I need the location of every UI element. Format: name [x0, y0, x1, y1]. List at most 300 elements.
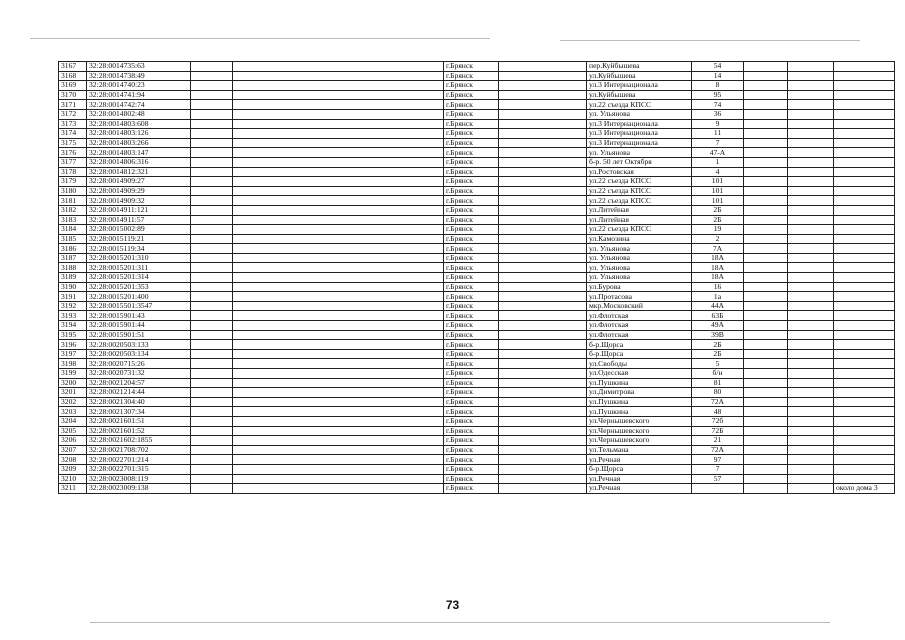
table-row — [59, 196, 895, 206]
empty-cell — [191, 330, 233, 340]
note-cell — [834, 177, 895, 187]
empty-cell — [499, 282, 587, 292]
house-number-cell: 47-А — [692, 148, 744, 158]
table-row — [59, 397, 895, 407]
table-row — [59, 215, 895, 225]
street-cell: ул. Ульянова — [587, 253, 692, 263]
row-number-cell: 3183 — [59, 215, 87, 225]
table-row — [59, 244, 895, 254]
empty-cell — [499, 157, 587, 167]
street-cell: б-р.Щорса — [587, 340, 692, 350]
street-cell: ул.Свободы — [587, 359, 692, 369]
empty-cell — [499, 263, 587, 273]
city-cell: г.Брянск — [444, 253, 499, 263]
city-cell: г.Брянск — [444, 62, 499, 72]
cadastral-number-cell: 32:28:0014909:27 — [87, 177, 191, 187]
empty-cell — [788, 234, 834, 244]
house-number-cell: 18А — [692, 253, 744, 263]
empty-cell — [744, 253, 788, 263]
city-cell: г.Брянск — [444, 388, 499, 398]
row-number-cell: 3185 — [59, 234, 87, 244]
empty-cell — [744, 388, 788, 398]
empty-cell — [744, 225, 788, 235]
house-number-cell: 57 — [692, 474, 744, 484]
house-number-cell: 81 — [692, 378, 744, 388]
empty-cell — [788, 205, 834, 215]
row-number-cell: 3193 — [59, 311, 87, 321]
empty-cell — [191, 273, 233, 283]
empty-cell — [788, 282, 834, 292]
note-cell — [834, 138, 895, 148]
cadastral-number-cell: 32:28:0015201:310 — [87, 253, 191, 263]
cadastral-number-cell: 32:28:0014735:63 — [87, 62, 191, 72]
empty-cell — [744, 71, 788, 81]
city-cell: г.Брянск — [444, 369, 499, 379]
empty-cell — [499, 234, 587, 244]
empty-cell — [744, 378, 788, 388]
note-cell — [834, 167, 895, 177]
note-cell — [834, 416, 895, 426]
house-number-cell: 16 — [692, 282, 744, 292]
cadastral-number-cell: 32:28:0015501:3547 — [87, 301, 191, 311]
note-cell — [834, 62, 895, 72]
page-number: 73 — [445, 598, 460, 612]
house-number-cell: 80 — [692, 388, 744, 398]
empty-cell — [499, 484, 587, 494]
empty-cell — [499, 62, 587, 72]
empty-cell — [233, 109, 444, 119]
cadastral-number-cell: 32:28:0014802:48 — [87, 109, 191, 119]
house-number-cell: 18А — [692, 273, 744, 283]
empty-cell — [233, 282, 444, 292]
cadastral-number-cell: 32:28:0021307:34 — [87, 407, 191, 417]
street-cell: ул.22 съезда КПСС — [587, 177, 692, 187]
empty-cell — [499, 71, 587, 81]
house-number-cell: 39В — [692, 330, 744, 340]
empty-cell — [499, 177, 587, 187]
city-cell: г.Брянск — [444, 205, 499, 215]
empty-cell — [191, 167, 233, 177]
cadastral-number-cell: 32:28:0015901:43 — [87, 311, 191, 321]
table-row — [59, 378, 895, 388]
table-row — [59, 340, 895, 350]
empty-cell — [233, 129, 444, 139]
empty-cell — [233, 273, 444, 283]
empty-cell — [499, 148, 587, 158]
empty-cell — [788, 167, 834, 177]
empty-cell — [233, 321, 444, 331]
empty-cell — [499, 129, 587, 139]
empty-cell — [233, 445, 444, 455]
street-cell: ул.22 съезда КПСС — [587, 225, 692, 235]
row-number-cell: 3200 — [59, 378, 87, 388]
table-row — [59, 484, 895, 494]
house-number-cell: 101 — [692, 177, 744, 187]
empty-cell — [233, 244, 444, 254]
house-number-cell: 95 — [692, 90, 744, 100]
city-cell: г.Брянск — [444, 177, 499, 187]
city-cell: г.Брянск — [444, 311, 499, 321]
empty-cell — [744, 244, 788, 254]
scan-artifact-line — [30, 38, 490, 39]
street-cell: б-р.Щорса — [587, 464, 692, 474]
row-number-cell: 3199 — [59, 369, 87, 379]
cadastral-number-cell: 32:28:0021602:1855 — [87, 436, 191, 446]
city-cell: г.Брянск — [444, 455, 499, 465]
table-row — [59, 177, 895, 187]
note-cell — [834, 340, 895, 350]
empty-cell — [233, 119, 444, 129]
cadastral-number-cell: 32:28:0014911:121 — [87, 205, 191, 215]
empty-cell — [788, 253, 834, 263]
note-cell — [834, 119, 895, 129]
note-cell — [834, 436, 895, 446]
empty-cell — [788, 445, 834, 455]
empty-cell — [744, 119, 788, 129]
cadastral-number-cell: 32:28:0023008:119 — [87, 474, 191, 484]
empty-cell — [744, 311, 788, 321]
empty-cell — [744, 369, 788, 379]
empty-cell — [191, 301, 233, 311]
empty-cell — [788, 369, 834, 379]
row-number-cell: 3207 — [59, 445, 87, 455]
row-number-cell: 3191 — [59, 292, 87, 302]
empty-cell — [233, 397, 444, 407]
cadastral-number-cell: 32:28:0014806:316 — [87, 157, 191, 167]
empty-cell — [744, 167, 788, 177]
empty-cell — [744, 464, 788, 474]
empty-cell — [499, 388, 587, 398]
note-cell — [834, 301, 895, 311]
row-number-cell: 3177 — [59, 157, 87, 167]
row-number-cell: 3174 — [59, 129, 87, 139]
empty-cell — [744, 81, 788, 91]
house-number-cell: 1 — [692, 157, 744, 167]
house-number-cell: 8 — [692, 81, 744, 91]
empty-cell — [191, 484, 233, 494]
city-cell: г.Брянск — [444, 167, 499, 177]
table-row — [59, 282, 895, 292]
empty-cell — [233, 378, 444, 388]
note-cell — [834, 292, 895, 302]
table-row — [59, 90, 895, 100]
empty-cell — [233, 426, 444, 436]
city-cell: г.Брянск — [444, 263, 499, 273]
empty-cell — [233, 330, 444, 340]
empty-cell — [191, 397, 233, 407]
empty-cell — [233, 416, 444, 426]
empty-cell — [499, 340, 587, 350]
note-cell — [834, 244, 895, 254]
cadastral-number-cell: 32:28:0014803:126 — [87, 129, 191, 139]
note-cell — [834, 225, 895, 235]
house-number-cell: 36 — [692, 109, 744, 119]
row-number-cell: 3211 — [59, 484, 87, 494]
row-number-cell: 3172 — [59, 109, 87, 119]
row-number-cell: 3208 — [59, 455, 87, 465]
empty-cell — [744, 397, 788, 407]
table-row — [59, 407, 895, 417]
street-cell: ул. Ульянова — [587, 244, 692, 254]
note-cell — [834, 321, 895, 331]
table-row — [59, 129, 895, 139]
row-number-cell: 3179 — [59, 177, 87, 187]
empty-cell — [233, 177, 444, 187]
table-row — [59, 311, 895, 321]
table-row — [59, 301, 895, 311]
street-cell: ул.22 съезда КПСС — [587, 186, 692, 196]
empty-cell — [191, 215, 233, 225]
empty-cell — [788, 62, 834, 72]
empty-cell — [233, 205, 444, 215]
note-cell — [834, 129, 895, 139]
city-cell: г.Брянск — [444, 196, 499, 206]
empty-cell — [499, 426, 587, 436]
note-cell — [834, 234, 895, 244]
cadastral-number-cell: 32:28:0023009:138 — [87, 484, 191, 494]
empty-cell — [744, 455, 788, 465]
house-number-cell: 19 — [692, 225, 744, 235]
street-cell: пер.Куйбышева — [587, 62, 692, 72]
note-cell — [834, 71, 895, 81]
note-cell — [834, 157, 895, 167]
table-row — [59, 369, 895, 379]
empty-cell — [233, 196, 444, 206]
empty-cell — [744, 484, 788, 494]
empty-cell — [744, 474, 788, 484]
empty-cell — [191, 109, 233, 119]
empty-cell — [191, 138, 233, 148]
empty-cell — [233, 148, 444, 158]
empty-cell — [499, 397, 587, 407]
city-cell: г.Брянск — [444, 445, 499, 455]
empty-cell — [233, 157, 444, 167]
empty-cell — [744, 330, 788, 340]
cadastral-number-cell: 32:28:0014909:32 — [87, 196, 191, 206]
table-row — [59, 263, 895, 273]
cadastral-number-cell: 32:28:0014740:23 — [87, 81, 191, 91]
empty-cell — [744, 445, 788, 455]
empty-cell — [788, 416, 834, 426]
house-number-cell: 97 — [692, 455, 744, 465]
cadastral-number-cell: 32:28:0014803:608 — [87, 119, 191, 129]
city-cell: г.Брянск — [444, 340, 499, 350]
empty-cell — [191, 225, 233, 235]
city-cell: г.Брянск — [444, 359, 499, 369]
empty-cell — [499, 445, 587, 455]
house-number-cell: 2Б — [692, 215, 744, 225]
empty-cell — [499, 436, 587, 446]
empty-cell — [191, 81, 233, 91]
row-number-cell: 3204 — [59, 416, 87, 426]
empty-cell — [499, 119, 587, 129]
street-cell: ул.Флотская — [587, 321, 692, 331]
empty-cell — [744, 359, 788, 369]
empty-cell — [744, 109, 788, 119]
empty-cell — [233, 167, 444, 177]
cadastral-number-cell: 32:28:0021708:702 — [87, 445, 191, 455]
cadastral-number-cell: 32:28:0021214:44 — [87, 388, 191, 398]
empty-cell — [788, 196, 834, 206]
row-number-cell: 3194 — [59, 321, 87, 331]
empty-cell — [744, 62, 788, 72]
cadastral-number-cell: 32:28:0015002:89 — [87, 225, 191, 235]
empty-cell — [744, 196, 788, 206]
row-number-cell: 3178 — [59, 167, 87, 177]
street-cell: ул.Протасова — [587, 292, 692, 302]
row-number-cell: 3171 — [59, 100, 87, 110]
cadastral-number-cell: 32:28:0015201:353 — [87, 282, 191, 292]
street-cell: ул.3 Интернационала — [587, 81, 692, 91]
house-number-cell: 2 — [692, 234, 744, 244]
cadastral-number-cell: 32:28:0020503:134 — [87, 349, 191, 359]
empty-cell — [499, 474, 587, 484]
table-row — [59, 167, 895, 177]
empty-cell — [788, 426, 834, 436]
empty-cell — [499, 321, 587, 331]
table-row — [59, 109, 895, 119]
empty-cell — [191, 196, 233, 206]
city-cell: г.Брянск — [444, 157, 499, 167]
house-number-cell: 4 — [692, 167, 744, 177]
note-cell — [834, 445, 895, 455]
street-cell: ул.Флотская — [587, 311, 692, 321]
row-number-cell: 3168 — [59, 71, 87, 81]
house-number-cell: 9 — [692, 119, 744, 129]
row-number-cell: 3186 — [59, 244, 87, 254]
empty-cell — [233, 100, 444, 110]
cadastral-number-cell: 32:28:0014803:266 — [87, 138, 191, 148]
empty-cell — [191, 321, 233, 331]
street-cell: ул.Чернышевского — [587, 426, 692, 436]
table-row — [59, 426, 895, 436]
cadastral-number-cell: 32:28:0015901:44 — [87, 321, 191, 331]
city-cell: г.Брянск — [444, 215, 499, 225]
empty-cell — [499, 407, 587, 417]
table-body — [59, 62, 895, 494]
empty-cell — [191, 129, 233, 139]
table-row — [59, 273, 895, 283]
street-cell: ул.22 съезда КПСС — [587, 196, 692, 206]
table-row — [59, 436, 895, 446]
note-cell — [834, 330, 895, 340]
empty-cell — [499, 244, 587, 254]
empty-cell — [744, 407, 788, 417]
empty-cell — [191, 282, 233, 292]
cadastral-number-cell: 32:28:0015119:34 — [87, 244, 191, 254]
house-number-cell: б/н — [692, 369, 744, 379]
city-cell: г.Брянск — [444, 426, 499, 436]
empty-cell — [191, 349, 233, 359]
city-cell: г.Брянск — [444, 244, 499, 254]
empty-cell — [191, 100, 233, 110]
house-number-cell: 7 — [692, 138, 744, 148]
row-number-cell: 3210 — [59, 474, 87, 484]
city-cell: г.Брянск — [444, 330, 499, 340]
cadastral-number-cell: 32:28:0020503:133 — [87, 340, 191, 350]
cadastral-number-cell: 32:28:0021304:40 — [87, 397, 191, 407]
empty-cell — [744, 263, 788, 273]
cadastral-number-cell: 32:28:0014911:57 — [87, 215, 191, 225]
house-number-cell: 44А — [692, 301, 744, 311]
street-cell: ул.Бурова — [587, 282, 692, 292]
city-cell: г.Брянск — [444, 397, 499, 407]
city-cell: г.Брянск — [444, 464, 499, 474]
note-cell — [834, 148, 895, 158]
row-number-cell: 3192 — [59, 301, 87, 311]
street-cell: ул. Ульянова — [587, 148, 692, 158]
empty-cell — [191, 388, 233, 398]
empty-cell — [191, 119, 233, 129]
note-cell — [834, 455, 895, 465]
empty-cell — [788, 263, 834, 273]
empty-cell — [744, 436, 788, 446]
empty-cell — [233, 349, 444, 359]
street-cell: ул.Пушкина — [587, 378, 692, 388]
note-cell — [834, 263, 895, 273]
empty-cell — [788, 100, 834, 110]
empty-cell — [788, 474, 834, 484]
table-row — [59, 416, 895, 426]
note-cell — [834, 369, 895, 379]
empty-cell — [788, 81, 834, 91]
street-cell: б-р. 50 лет Октября — [587, 157, 692, 167]
empty-cell — [499, 292, 587, 302]
row-number-cell: 3205 — [59, 426, 87, 436]
empty-cell — [233, 90, 444, 100]
row-number-cell: 3187 — [59, 253, 87, 263]
empty-cell — [499, 378, 587, 388]
city-cell: г.Брянск — [444, 321, 499, 331]
cadastral-number-cell: 32:28:0020731:32 — [87, 369, 191, 379]
note-cell — [834, 397, 895, 407]
empty-cell — [499, 167, 587, 177]
table-row — [59, 292, 895, 302]
scan-artifact-line — [560, 40, 860, 41]
street-cell: ул.Куйбышева — [587, 71, 692, 81]
table-row — [59, 71, 895, 81]
note-cell — [834, 426, 895, 436]
note-cell — [834, 349, 895, 359]
cadastral-number-cell: 32:28:0021601:52 — [87, 426, 191, 436]
row-number-cell: 3203 — [59, 407, 87, 417]
street-cell: ул.Флотская — [587, 330, 692, 340]
empty-cell — [233, 388, 444, 398]
row-number-cell: 3198 — [59, 359, 87, 369]
table-row — [59, 225, 895, 235]
note-cell — [834, 196, 895, 206]
empty-cell — [788, 464, 834, 474]
empty-cell — [191, 445, 233, 455]
empty-cell — [788, 455, 834, 465]
city-cell: г.Брянск — [444, 148, 499, 158]
table-row — [59, 349, 895, 359]
cadastral-number-cell: 32:28:0020715:26 — [87, 359, 191, 369]
table-row — [59, 445, 895, 455]
row-number-cell: 3173 — [59, 119, 87, 129]
table-row — [59, 100, 895, 110]
cadastral-number-cell: 32:28:0014812:321 — [87, 167, 191, 177]
row-number-cell: 3196 — [59, 340, 87, 350]
row-number-cell: 3180 — [59, 186, 87, 196]
city-cell: г.Брянск — [444, 292, 499, 302]
empty-cell — [744, 416, 788, 426]
city-cell: г.Брянск — [444, 273, 499, 283]
table-row — [59, 186, 895, 196]
house-number-cell — [692, 484, 744, 494]
table-row — [59, 253, 895, 263]
empty-cell — [499, 359, 587, 369]
